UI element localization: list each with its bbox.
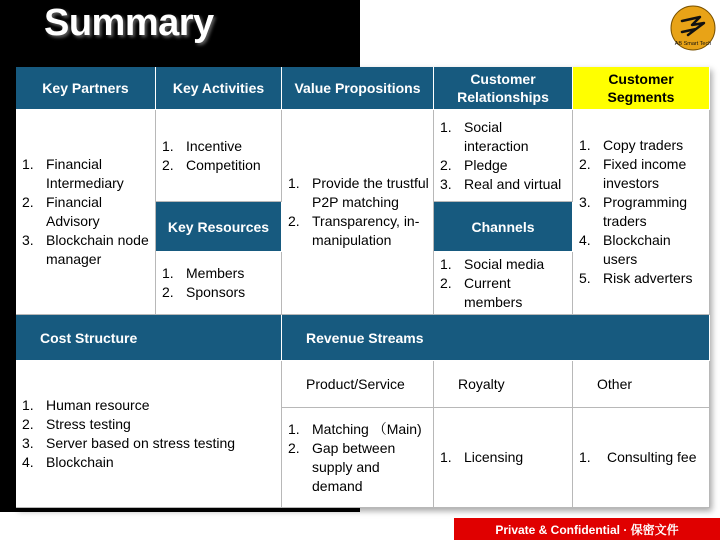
list-item: Stress testing bbox=[46, 416, 131, 432]
key-resources-list bbox=[158, 264, 279, 302]
channels-cell bbox=[434, 252, 573, 315]
list-item: Social interaction bbox=[464, 118, 529, 154]
list-item: Server based on stress testing bbox=[46, 435, 236, 451]
list-item: Incentive bbox=[186, 137, 243, 154]
revenue-royalty-list bbox=[436, 448, 570, 467]
customer-relationships-cell bbox=[434, 110, 573, 202]
list-item: Programming traders bbox=[603, 194, 688, 229]
revenue-column-other bbox=[573, 361, 710, 408]
customer-segments-list bbox=[575, 136, 707, 288]
list-item: Pledge bbox=[464, 156, 508, 173]
list-item: Human resource bbox=[46, 397, 150, 413]
list-item: Current members bbox=[464, 274, 523, 310]
header-customer-relationships: Customer Relationships bbox=[434, 67, 573, 110]
revenue-column-product-service bbox=[282, 361, 434, 408]
list-item: Blockchain users bbox=[603, 232, 671, 267]
header-channels: Channels bbox=[434, 202, 573, 252]
key-partners-cell bbox=[16, 110, 156, 315]
header-key-resources: Key Resources bbox=[156, 202, 282, 252]
key-activities-cell bbox=[156, 110, 282, 202]
company-logo bbox=[670, 5, 716, 51]
list-item: Consulting fee bbox=[607, 449, 697, 465]
list-item: Licensing bbox=[464, 449, 524, 465]
list-item: Blockchain node manager bbox=[46, 232, 149, 267]
cost-structure-cell bbox=[16, 361, 282, 508]
header-value-propositions: Value Propositions bbox=[282, 67, 434, 110]
list-item: Risk adverters bbox=[603, 270, 693, 286]
value-propositions-list bbox=[284, 174, 431, 250]
header-revenue-streams: Revenue Streams bbox=[282, 315, 710, 361]
key-resources-cell bbox=[156, 252, 282, 315]
key-partners-list bbox=[18, 155, 153, 269]
logo-icon bbox=[670, 5, 716, 51]
revenue-product-service-cell bbox=[282, 408, 434, 508]
logo-text: AB Smart Tech bbox=[674, 41, 712, 47]
list-item: Fixed income investors bbox=[603, 156, 687, 191]
confidential-banner: Private & Confidential · 保密文件 bbox=[454, 518, 720, 540]
page-title: Summary bbox=[44, 2, 214, 44]
list-item: Sponsors bbox=[186, 284, 246, 300]
list-item: Real and virtual bbox=[464, 175, 562, 192]
list-item: Competition bbox=[186, 156, 261, 173]
list-item: Copy traders bbox=[603, 137, 684, 153]
revenue-column-royalty bbox=[434, 361, 573, 408]
value-propositions-cell bbox=[282, 110, 434, 315]
list-item: Financial Advisory bbox=[46, 194, 103, 229]
list-item: Provide the trustful P2P matching bbox=[312, 175, 429, 210]
customer-segments-cell bbox=[573, 110, 710, 315]
revenue-column-label: Other bbox=[597, 375, 633, 392]
list-item: Gap between supply and demand bbox=[312, 439, 396, 494]
revenue-other-cell bbox=[573, 408, 710, 508]
revenue-other-list bbox=[575, 448, 707, 467]
key-activities-list bbox=[158, 137, 279, 175]
list-item: Matching （Main) bbox=[312, 420, 422, 437]
customer-relationships-list bbox=[436, 118, 570, 194]
header-customer-segments: Customer Segments bbox=[573, 67, 710, 110]
revenue-product-service-list bbox=[284, 420, 431, 496]
revenue-column-label: Product/Service bbox=[306, 375, 405, 392]
header-cost-structure: Cost Structure bbox=[16, 315, 282, 361]
cost-structure-list bbox=[18, 396, 279, 472]
list-item: Social media bbox=[464, 255, 545, 272]
list-item: Financial Intermediary bbox=[46, 156, 124, 191]
header-key-activities: Key Activities bbox=[156, 67, 282, 110]
revenue-column-label: Royalty bbox=[458, 375, 505, 392]
list-item: Members bbox=[186, 265, 245, 281]
header-key-partners: Key Partners bbox=[16, 67, 156, 110]
list-item: Blockchain bbox=[46, 454, 114, 470]
list-item: Transparency, in-manipulation bbox=[312, 213, 420, 248]
revenue-royalty-cell bbox=[434, 408, 573, 508]
channels-list bbox=[436, 255, 570, 312]
